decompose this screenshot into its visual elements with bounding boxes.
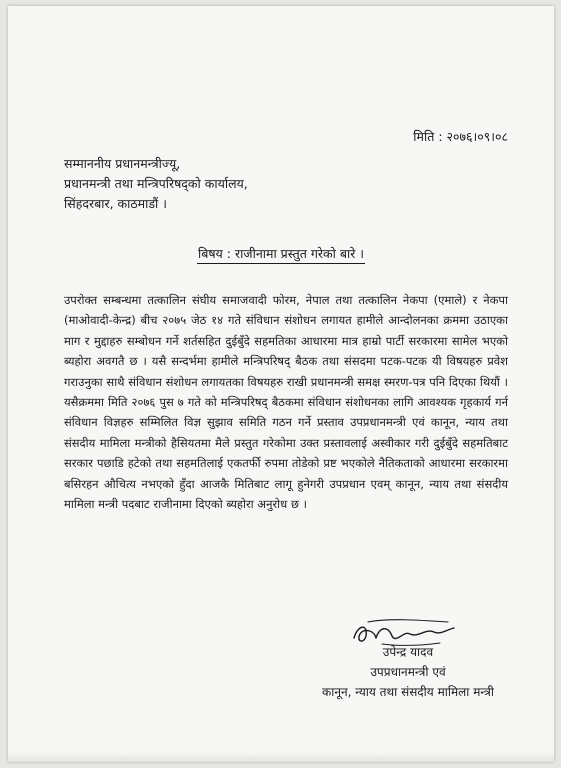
signatory-title: उपप्रधानमन्त्री एवं xyxy=(370,665,446,679)
recipient-address xyxy=(64,154,248,214)
letter-date: मिति : २०७६।०९।०८ xyxy=(413,129,508,144)
signatory-title: कानून, न्याय तथा संसदीय मामिला मन्त्री xyxy=(322,685,494,699)
signatory-name: उपेन्द्र यादव xyxy=(382,645,434,659)
recipient-line: सम्माननीय प्रधानमन्त्रीज्यू, xyxy=(64,156,181,171)
recipient-line: प्रधानमन्त्री तथा मन्त्रिपरिषद्को कार्यालय, xyxy=(64,176,248,191)
subject-line xyxy=(8,243,554,264)
letter-body xyxy=(64,290,508,514)
recipient-line: सिंहदरबार, काठमाडौं । xyxy=(64,196,167,211)
signature-block xyxy=(298,642,518,702)
body-paragraph: उपरोक्त सम्बन्धमा तत्कालिन संघीय समाजवादी फोरम, नेपाल तथा तत्कालिन नेकपा (एमाले) र नेकपा (माओवादी-केन्द्र) बीच २०७५ जेठ १४ गते संविधान संशोधन लगायत हामीले आन्दोलनका क्रममा उठाएका माग र मुद्दाहरु सम्बोधन गर्ने शर्तसहित दुईबुँदे सहमतिका आधारमा मात्र हाम्रो पार्टी सरकारमा सामेल भएको ब्यहोरा अवगतै छ । यसै सन्दर्भमा हामीले मन्त्रिपरिषद् बैठक तथा संसदमा पटक-पटक यी विषयहरु प्रवेश गराउनुका साथै संविधान संशोधन लगायतका विषयहरु राखी प्रधानमन्त्री समक्ष स्मरण-पत्र पनि दिएका थियौं । यसैक्रममा मिति २०७६ पुस ७ गते को मन्त्रिपरिषद् बैठकमा संविधान संशोधनका लागि आवश्यक गृहकार्य गर्न संविधान विज्ञहरु सम्मिलित विज्ञ सुझाव समिति गठन गर्ने प्रस्ताव उपप्रधानमन्त्री एवं कानून, न्याय तथा संसदीय मामिला मन्त्रीको हैसियतमा मैले प्रस्तुत गरेकोमा उक्त प्रस्तावलाई अस्वीकार गरी दुईबुँदे सहमतिबाट सरकार पछाडि हटेको तथा सहमतिलाई एकतर्फी रुपमा तोडेको प्रष्ट भएकोले नैतिकताको आधारमा सरकारमा बसिरहन औचित्य नभएको हुँदा आजकै मितिबाट लागू हुनेगरी उपप्रधान एवम् कानून, न्याय तथा संसदीय मामिला मन्त्री पदबाट राजीनामा दिएको ब्यहोरा अनुरोध छ । xyxy=(64,293,508,512)
page-edge-shadow xyxy=(8,752,554,762)
subject-text: बिषय : राजीनामा प्रस्तुत गरेको बारे । xyxy=(197,245,365,264)
letter-page xyxy=(8,6,554,762)
